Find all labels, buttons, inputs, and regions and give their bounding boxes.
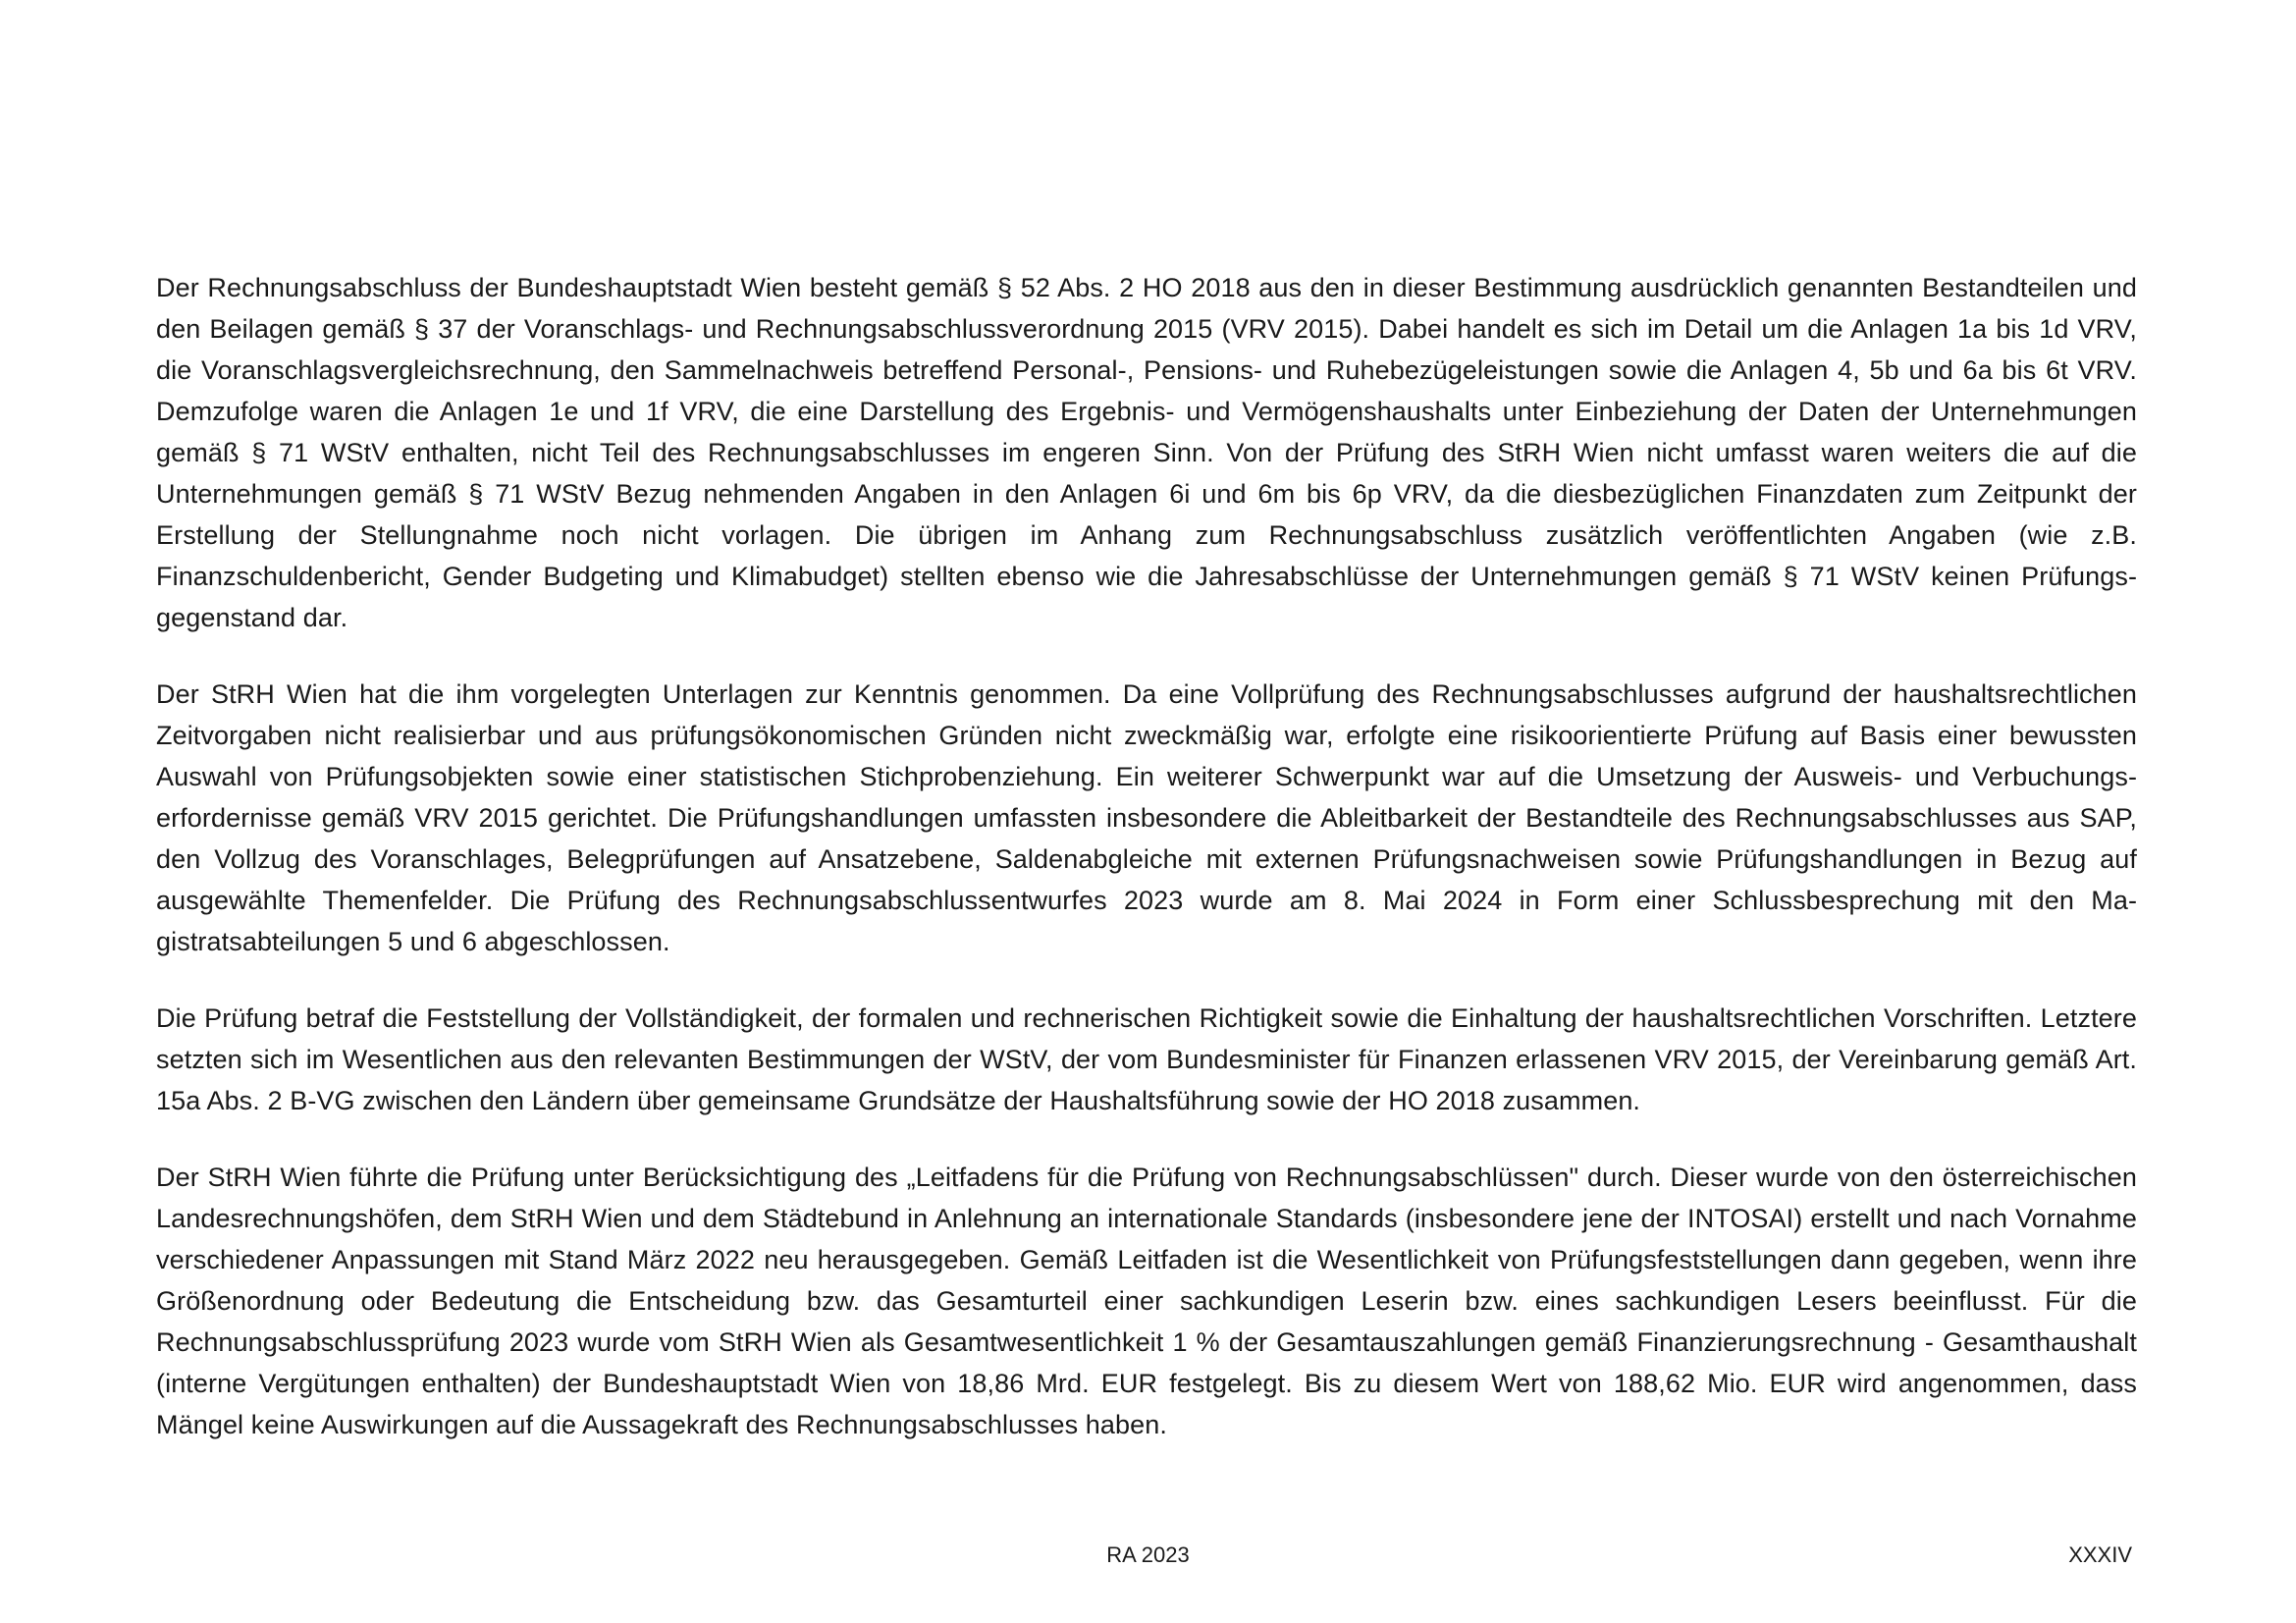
body-text (156, 267, 2137, 1481)
paragraph-scope: Der Rechnungsabschluss der Bundeshauptstadt Wien besteht gemäß § 52 Abs. 2 HO 2018 aus den in dieser Bestimmung ausdrücklich genannten Bestandteilen und den Beilagen gemäß § 37 der Voranschlags- und Rechnungsabschlussverordnung 2015 (VRV 2015). Dabei handelt es sich im Detail um die Anlagen 1a bis 1d VRV, die Voranschlagsvergleichsrechnung, den Sammelnachweis betreffend Personal-, Pensions- und Ruhebezügeleistungen sowie die Anlagen 4, 5b und 6a bis 6t VRV. Demzufolge waren die Anlagen 1e und 1f VRV, die eine Darstellung des Ergebnis- und Vermögenshaushalts unter Einbeziehung der Daten der Unternehmungen gemäß § 71 WStV enthalten, nicht Teil des Rechnungsabschlusses im engeren Sinn. Von der Prüfung des StRH Wien nicht umfasst waren weiters die auf die Unternehmungen gemäß § 71 WStV Bezug nehmenden Angaben in den Anlagen 6i und 6m bis 6p VRV, da die diesbezüglichen Finanzdaten zum Zeitpunkt der Erstellung der Stellungnahme noch nicht vorlagen. Die übrigen im Anhang zum Rechnungsabschluss zusätzlich veröffentlichten Angaben (wie z.B. Finanzschuldenbericht, Gender Budgeting und Klimabudget) stellten ebenso wie die Jahresabschlüsse der Unternehmungen gemäß § 71 WStV keinen Prüfungsgegenstand dar. (156, 273, 2137, 632)
footer-title: RA 2023 (1106, 1542, 1190, 1567)
paragraph-criteria: Die Prüfung betraf die Feststellung der Vollständigkeit, der formalen und rechnerischen Richtigkeit sowie die Einhaltung der haushaltsrechtlichen Vorschriften. Letztere setzten sich im Wesentlichen aus den relevanten Bestimmungen der WStV, der vom Bundesminister für Finanzen erlassenen VRV 2015, der Vereinbarung gemäß Art. 15a Abs. 2 B-VG zwischen den Ländern über gemeinsame Grundsätze der Haushaltsführung sowie der HO 2018 zusammen. (156, 1003, 2137, 1115)
paragraph-materiality: Der StRH Wien führte die Prüfung unter Berücksichtigung des „Leitfadens für die Prüfung von Rechnungsabschlüssen" durch. Dieser wurde von den österreichischen Landesrechnungshöfen, dem StRH Wien und dem Städtebund in Anlehnung an internationale Standards (insbesondere jene der INTOSAI) erstellt und nach Vornahme verschiedener Anpassungen mit Stand März 2022 neu herausgegeben. Gemäß Leitfaden ist die Wesentlichkeit von Prüfungsfeststellungen dann gegeben, wenn ihre Größenordnung oder Bedeutung die Entscheidung bzw. das Gesamturteil einer sachkundigen Leserin bzw. eines sachkundigen Lesers beeinflusst. Für die Rechnungsabschlussprüfung 2023 wurde vom StRH Wien als Gesamtwesentlichkeit 1 % der Gesamtauszahlungen gemäß Finanzierungsrechnung - Gesamthaushalt (interne Vergütungen enthalten) der Bundeshauptstadt Wien von 18,86 Mrd. EUR festgelegt. Bis zu diesem Wert von 188,62 Mio. EUR wird angenommen, dass Mängel keine Auswirkungen auf die Aussagekraft des Rechnungsabschlusses haben. (156, 1163, 2137, 1439)
paragraph-procedure: Der StRH Wien hat die ihm vorgelegten Unterlagen zur Kenntnis genommen. Da eine Vollprüfung des Rechnungsabschlusses aufgrund der haushaltsrechtlichen Zeitvorgaben nicht realisierbar und aus prüfungsökonomischen Gründen nicht zweckmäßig war, erfolgte eine risikoorientierte Prüfung auf Basis einer bewussten Auswahl von Prüfungsobjekten sowie einer statistischen Stichprobenziehung. Ein weiterer Schwerpunkt war auf die Umsetzung der Ausweis- und Verbuchungserfordernisse gemäß VRV 2015 gerichtet. Die Prüfungshandlungen umfassten insbesondere die Ableitbarkeit der Bestandteile des Rechnungsabschlusses aus SAP, den Vollzug des Voranschlages, Belegprüfungen auf Ansatzebene, Saldenabgleiche mit externen Prüfungsnachweisen sowie Prüfungshandlungen in Bezug auf ausgewählte Themenfelder. Die Prüfung des Rechnungsabschlussentwurfes 2023 wurde am 8. Mai 2024 in Form einer Schlussbesprechung mit den Magistratsabteilungen 5 und 6 abgeschlossen. (156, 679, 2137, 956)
page-number: XXXIV (2068, 1542, 2132, 1567)
